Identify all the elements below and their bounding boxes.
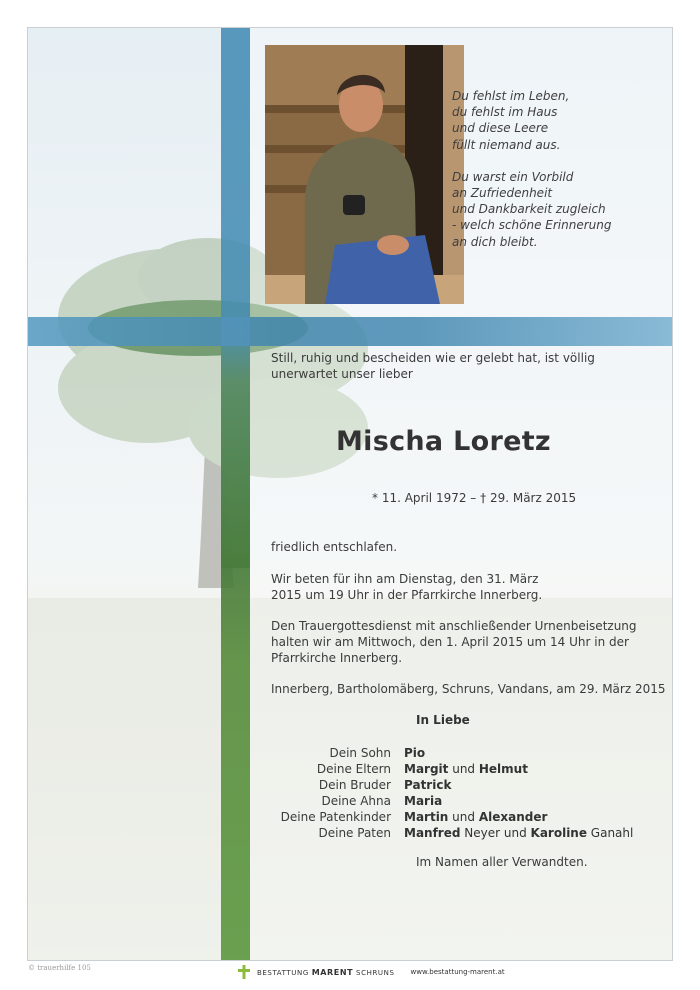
family-names — [404, 793, 442, 809]
brand-left: BESTATTUNG — [257, 968, 309, 977]
family-names — [404, 777, 451, 793]
family-connector-text: Ganahl — [586, 826, 634, 840]
memorial-poem — [452, 88, 652, 266]
intro-text: Still, ruhig und bescheiden wie er gelebt hat, ist völlig unerwartet unser lieber — [271, 351, 595, 381]
family-member-name: Maria — [404, 794, 443, 808]
cross-horizontal-beam — [28, 317, 673, 346]
poem-line: an dich bleibt. — [452, 234, 538, 249]
family-list — [187, 745, 633, 841]
family-relation: Deine Eltern — [316, 762, 391, 776]
in-love-heading: In Liebe — [416, 713, 470, 727]
family-member-name: Alexander — [478, 810, 548, 824]
family-row — [187, 825, 633, 841]
family-names — [404, 825, 633, 841]
portrait-photo — [265, 45, 464, 304]
family-row — [187, 745, 633, 761]
family-connector-text: und — [448, 762, 479, 776]
family-member-name: Helmut — [478, 762, 528, 776]
poem-line: und diese Leere — [452, 121, 549, 136]
family-relation: Deine Patenkinder — [280, 810, 391, 824]
poem-line: du fehlst im Haus — [452, 105, 558, 120]
family-row — [187, 761, 633, 777]
family-names — [404, 761, 528, 777]
family-relation: Deine Ahna — [321, 794, 391, 808]
poem-line: und Dankbarkeit zugleich — [452, 202, 606, 217]
poem-stanza-2 — [452, 169, 652, 250]
poem-line: Du fehlst im Leben, — [452, 89, 570, 103]
family-member-name: Margit — [404, 762, 449, 776]
family-connector-text: Neyer und — [460, 826, 531, 840]
passed-text: friedlich entschlafen. — [271, 540, 398, 554]
left-bottom-overlay — [28, 346, 221, 961]
family-member-name: Pio — [404, 746, 426, 760]
service-text: Den Trauergottesdienst mit anschließender Urnenbeisetzung halten wir am Mittwoch, den 1. April 2015 um 14 Uhr in der Pfarrkirche Innerberg. — [271, 619, 637, 665]
place-date-text: Innerberg, Bartholomäberg, Schruns, Vandans, am 29. März 2015 — [271, 682, 666, 696]
left-top-overlay — [28, 28, 221, 317]
family-relation: Dein Sohn — [329, 746, 391, 760]
deceased-name-display: Mischa Loretz — [336, 426, 551, 457]
family-relation: Dein Bruder — [318, 778, 391, 792]
family-row — [187, 777, 633, 793]
closing-text: Im Namen aller Verwandten. — [416, 855, 588, 869]
poem-line: Du warst ein Vorbild — [452, 169, 574, 184]
family-row — [187, 793, 633, 809]
footer-branding — [237, 964, 505, 980]
copyright-text: © trauerhilfe 105 — [28, 964, 91, 972]
family-row — [187, 809, 633, 825]
cross-logo-icon — [237, 965, 251, 979]
brand-right: SCHRUNS — [356, 968, 395, 977]
website-link[interactable]: www.bestattung-marent.at — [410, 968, 505, 976]
poem-line: füllt niemand aus. — [452, 137, 561, 152]
family-member-name: Manfred — [404, 826, 461, 840]
life-dates: * 11. April 1972 – † 29. März 2015 — [372, 491, 577, 505]
prayer-text: Wir beten für ihn am Dienstag, den 31. März 2015 um 19 Uhr in der Pfarrkirche Innerberg. — [271, 572, 543, 602]
family-relation: Deine Paten — [318, 826, 391, 840]
family-names — [404, 745, 425, 761]
brand-main: MARENT — [311, 967, 354, 977]
poem-stanza-1 — [452, 88, 652, 153]
poem-line: - welch schöne Erinnerung — [452, 218, 612, 233]
family-member-name: Martin — [404, 810, 449, 824]
poem-line: an Zufriedenheit — [452, 186, 553, 201]
family-connector-text: und — [448, 810, 479, 824]
family-member-name: Karoline — [530, 826, 587, 840]
family-member-name: Patrick — [404, 778, 452, 792]
family-names — [404, 809, 547, 825]
funeral-home-name — [257, 968, 395, 977]
